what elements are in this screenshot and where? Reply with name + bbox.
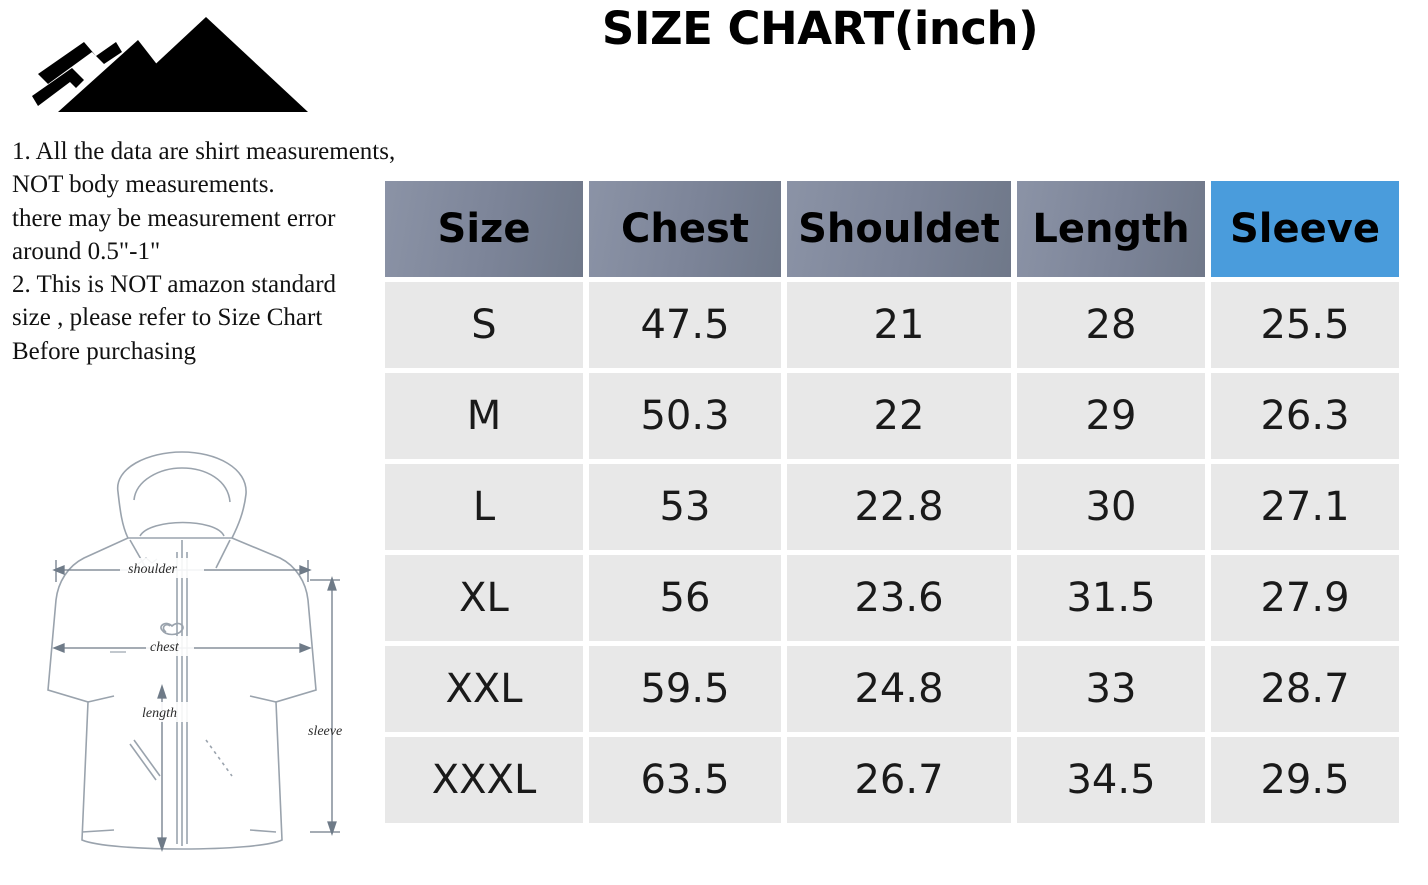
- cell-length: 34.5: [1017, 737, 1205, 823]
- cell-length: 33: [1017, 646, 1205, 732]
- cell-shoulder: 22.8: [787, 464, 1011, 550]
- page-title: SIZE CHART(inch): [601, 2, 1039, 55]
- diagram-label-sleeve: sleeve: [308, 724, 343, 739]
- diagram-label-length: length: [142, 706, 177, 721]
- note-line-4: around 0.5"-1": [12, 237, 161, 265]
- table-row: [385, 737, 1399, 823]
- cell-chest: 53: [589, 464, 781, 550]
- cell-size: XXL: [385, 646, 583, 732]
- cell-sleeve: 27.1: [1211, 464, 1399, 550]
- cell-shoulder: 22: [787, 373, 1011, 459]
- cell-length: 29: [1017, 373, 1205, 459]
- cell-chest: 50.3: [589, 373, 781, 459]
- table-row: [385, 464, 1399, 550]
- cell-size: M: [385, 373, 583, 459]
- table-row: [385, 282, 1399, 368]
- note-line-1: 1. All the data are shirt measurements,: [12, 138, 396, 165]
- cell-chest: 47.5: [589, 282, 781, 368]
- cell-size: L: [385, 464, 583, 550]
- column-header-sleeve: Sleeve: [1211, 181, 1399, 277]
- table-header-row: [385, 181, 1399, 277]
- cell-length: 30: [1017, 464, 1205, 550]
- cell-shoulder: 21: [787, 282, 1011, 368]
- cell-size: S: [385, 282, 583, 368]
- cell-sleeve: 27.9: [1211, 555, 1399, 641]
- column-header-shoulder: Shouldet: [787, 181, 1011, 277]
- diagram-label-shoulder: shoulder: [128, 562, 177, 577]
- cell-sleeve: 29.5: [1211, 737, 1399, 823]
- cell-shoulder: 23.6: [787, 555, 1011, 641]
- column-header-size: Size: [385, 181, 583, 277]
- cell-sleeve: 28.7: [1211, 646, 1399, 732]
- diagram-label-chest: chest: [150, 640, 179, 655]
- cell-size: XL: [385, 555, 583, 641]
- cell-chest: 63.5: [589, 737, 781, 823]
- note-line-5: 2. This is NOT amazon standard: [12, 271, 337, 298]
- note-line-6: size , please refer to Size Chart: [12, 304, 323, 332]
- cell-sleeve: 25.5: [1211, 282, 1399, 368]
- size-notes: [12, 135, 396, 368]
- note-line-3: there may be measurement error: [12, 204, 336, 232]
- mountain-logo: [18, 12, 308, 117]
- cell-length: 31.5: [1017, 555, 1205, 641]
- table-row: [385, 646, 1399, 732]
- size-chart-table: [379, 176, 1405, 828]
- cell-sleeve: 26.3: [1211, 373, 1399, 459]
- jacket-measurement-diagram: [10, 440, 370, 880]
- cell-shoulder: 24.8: [787, 646, 1011, 732]
- cell-chest: 56: [589, 555, 781, 641]
- cell-size: XXXL: [385, 737, 583, 823]
- table-row: [385, 373, 1399, 459]
- cell-shoulder: 26.7: [787, 737, 1011, 823]
- column-header-length: Length: [1017, 181, 1205, 277]
- note-line-2: NOT body measurements.: [12, 171, 275, 199]
- note-line-7: Before purchasing: [12, 337, 196, 365]
- column-header-chest: Chest: [589, 181, 781, 277]
- cell-chest: 59.5: [589, 646, 781, 732]
- table-row: [385, 555, 1399, 641]
- cell-length: 28: [1017, 282, 1205, 368]
